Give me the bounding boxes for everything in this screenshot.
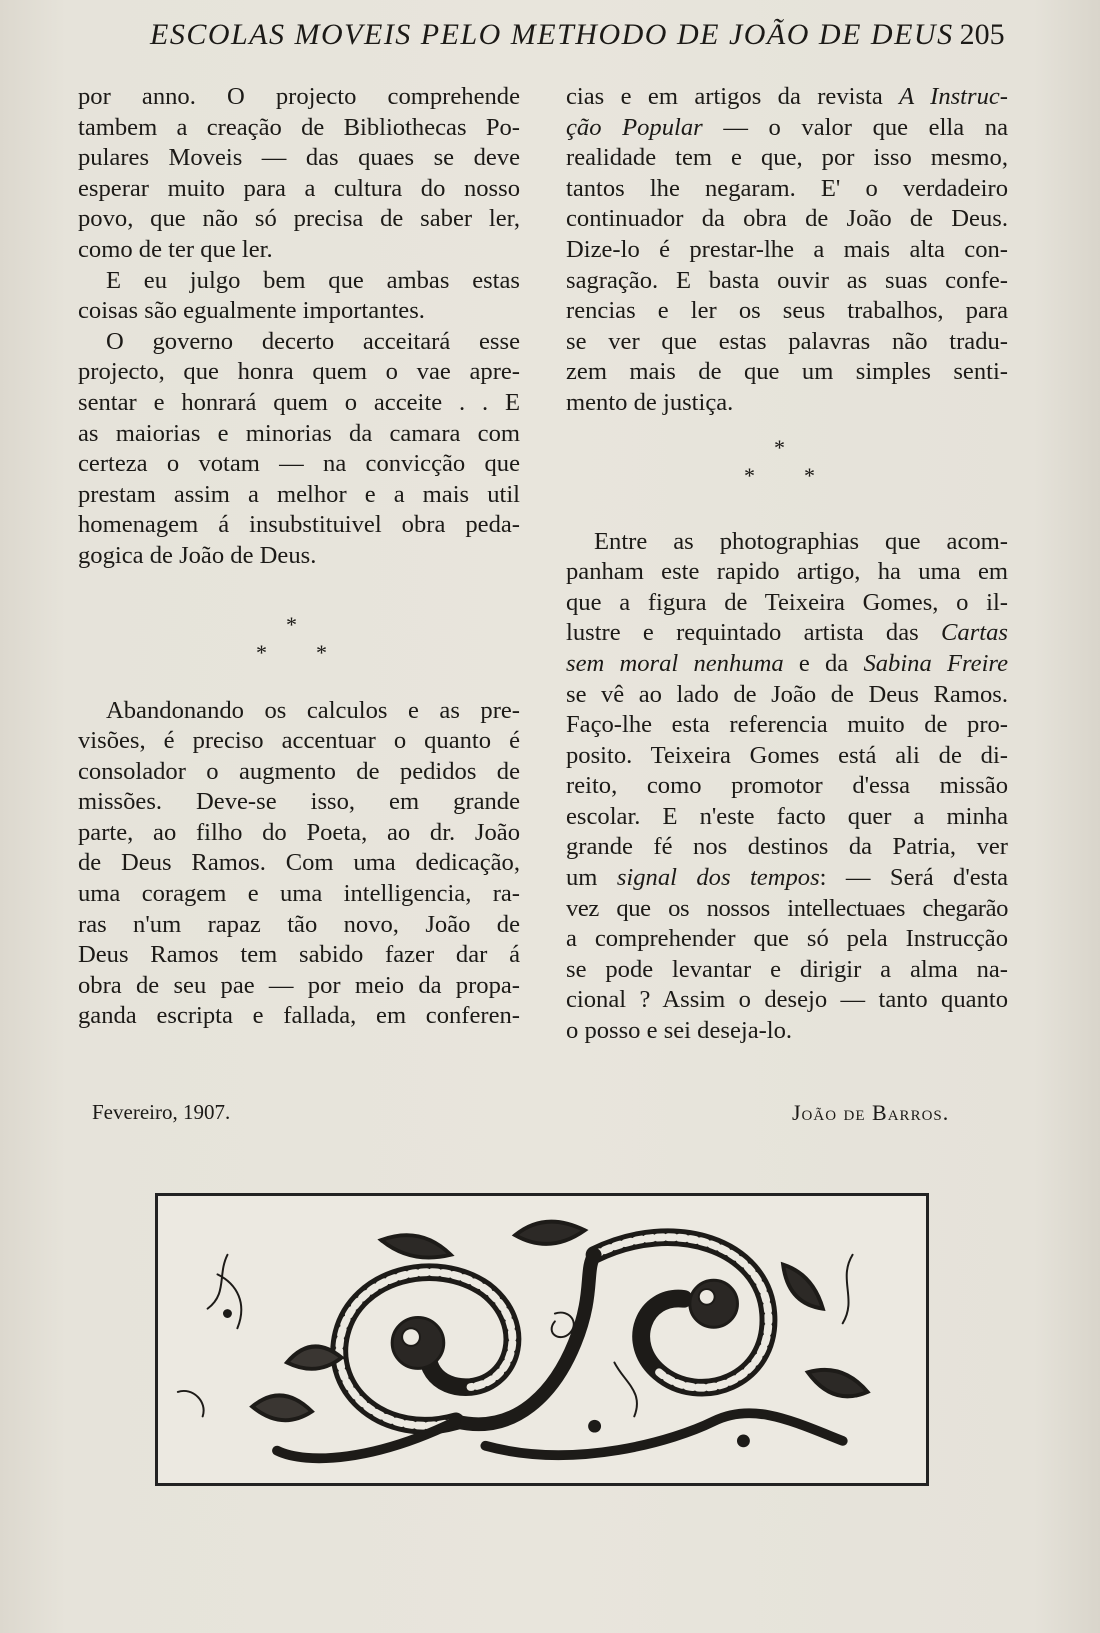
- text-line: E eu julgo bem que ambas estas: [106, 266, 520, 294]
- text-line: o posso e sei deseja-lo.: [566, 1017, 793, 1045]
- paragraph: [78, 82, 520, 266]
- asterisk: *: [774, 434, 785, 460]
- text-line: escolar. E n'este facto quer a minha: [566, 802, 1008, 830]
- text-line: se ver que estas palavras não tradu-: [566, 327, 1008, 355]
- text-line: reito, como promotor d'essa missão: [566, 772, 1008, 800]
- ornament-drawing: [158, 1196, 926, 1483]
- text-line: panham este rapido artigo, ha uma em: [566, 558, 1008, 586]
- paragraph: [566, 527, 1008, 1047]
- text-line: [566, 649, 1008, 680]
- book-title: sem moral nenhuma: [566, 649, 784, 677]
- text-line: continuador da obra de João de Deus.: [566, 205, 1008, 233]
- text-line: Dize-lo é prestar-lhe a mais alta con-: [566, 235, 1008, 263]
- left-column: [78, 82, 520, 1032]
- paragraph: [78, 266, 520, 327]
- author-signature: João de Barros.: [792, 1100, 950, 1125]
- text-line: uma coragem e uma intelligencia, ra-: [78, 880, 520, 908]
- text-line: missões. Deve-se isso, em grande: [78, 788, 520, 816]
- text-line: se pode levantar e dirigir a alma na-: [566, 955, 1008, 983]
- text-line: gogica de João de Deus.: [78, 541, 317, 569]
- text-line: mento de justiça.: [566, 388, 734, 416]
- text-line: povo, que não só precisa de saber ler,: [78, 205, 520, 233]
- text-line: obra de seu pae — por meio da propa-: [78, 971, 520, 999]
- text-line: [566, 113, 1008, 144]
- text-span: e da: [783, 649, 864, 677]
- text-line: certeza o votam — na convicção que: [78, 450, 520, 478]
- text-line: [566, 618, 1008, 649]
- journal-title: A Instruc-: [899, 83, 1008, 110]
- text-line: como de ter que ler.: [78, 235, 273, 263]
- right-column: [566, 82, 1008, 1047]
- asterisk: *: [286, 611, 297, 637]
- journal-title: ção Popular: [566, 113, 703, 141]
- book-title: Cartas: [941, 619, 1008, 647]
- text-line: as maiorias e minorias da camara com: [78, 419, 520, 447]
- text-span: — o valor que ella na: [702, 113, 1008, 141]
- text-line: esperar muito para a cultura do nosso: [78, 174, 520, 202]
- text-line: sentar e honrará quem o acceite . . E: [78, 388, 520, 416]
- section-break-asterisks: [78, 572, 520, 696]
- text-line: ganda escripta e fallada, em conferen-: [78, 1002, 520, 1030]
- text-line: consolador o augmento de pedidos de: [78, 757, 520, 785]
- text-line: Deus Ramos tem sabido fazer dar á: [78, 941, 520, 969]
- paragraph: [78, 696, 520, 1033]
- text-line: vez que os nossos intellectuaes chegarão: [566, 894, 1008, 922]
- text-line: sagração. E basta ouvir as suas confe-: [566, 266, 1008, 294]
- text-line: realidade tem e que, por isso mesmo,: [566, 144, 1008, 172]
- text-line: coisas são egualmente importantes.: [78, 297, 425, 325]
- text-line: ras n'um rapaz tão novo, João de: [78, 910, 520, 938]
- running-header: [150, 18, 1005, 52]
- text-span: cias e em artigos da revista: [566, 83, 900, 110]
- text-line: grande fé nos destinos da Patria, ver: [566, 833, 1008, 861]
- text-line: se vê ao lado de João de Deus Ramos.: [566, 680, 1008, 708]
- text-line: Entre as photographias que acom-: [594, 527, 1008, 555]
- text-line: cional ? Assim o desejo — tanto quanto: [566, 986, 1008, 1014]
- text-line: projecto, que honra quem o vae apre-: [78, 358, 520, 386]
- asterisk: *: [316, 639, 327, 665]
- text-line: a comprehender que só pela Instrucção: [566, 925, 1008, 953]
- text-line: [566, 82, 1008, 113]
- text-line: Faço-lhe esta referencia muito de pro-: [566, 711, 1008, 739]
- book-title: Sabina Freire: [863, 649, 1008, 677]
- text-line: parte, ao filho do Poeta, ao dr. João: [78, 818, 520, 846]
- text-line: visões, é preciso accentuar o quanto é: [78, 727, 520, 755]
- text-line: tambem a creação de Bibliothecas Po-: [78, 113, 520, 141]
- header-title: ESCOLAS MOVEIS PELO METHODO DE JOÃO DE DEUS: [150, 18, 954, 51]
- text-line: Abandonando os calculos e as pre-: [106, 696, 520, 724]
- text-line: pulares Moveis — das quaes se deve: [78, 144, 520, 172]
- page-number: 205: [959, 18, 1005, 51]
- text-span: um: [566, 864, 617, 892]
- text-line: por anno. O projecto comprehende: [78, 83, 520, 110]
- text-line: [566, 863, 1008, 894]
- paragraph: [566, 82, 1008, 419]
- text-line: tantos lhe negaram. E' o verdadeiro: [566, 174, 1008, 202]
- text-line: zem mais de que um simples senti-: [566, 358, 1008, 386]
- section-break-asterisks: [566, 419, 1008, 527]
- asterisk: *: [256, 639, 267, 665]
- text-line: rencias e ler os seus trabalhos, para: [566, 297, 1008, 325]
- asterisk: *: [744, 462, 755, 488]
- floral-scroll-ornament-icon: [155, 1193, 929, 1486]
- text-line: posito. Teixeira Gomes está ali de di-: [566, 741, 1008, 769]
- article-date: Fevereiro, 1907.: [92, 1100, 231, 1124]
- text-line: prestam assim a melhor e a mais util: [78, 480, 520, 508]
- text-line: que a figura de Teixeira Gomes, o il-: [566, 588, 1008, 616]
- text-span: : — Será d'esta: [819, 864, 1008, 892]
- paragraph: [78, 327, 520, 572]
- text-line: O governo decerto acceitará esse: [106, 327, 520, 355]
- emphasis: signal dos tempos: [616, 864, 820, 892]
- text-line: homenagem á insubstituivel obra peda-: [78, 511, 520, 539]
- text-span: lustre e requintado artista das: [566, 619, 942, 647]
- asterisk: *: [804, 462, 815, 488]
- text-line: de Deus Ramos. Com uma dedicação,: [78, 849, 520, 877]
